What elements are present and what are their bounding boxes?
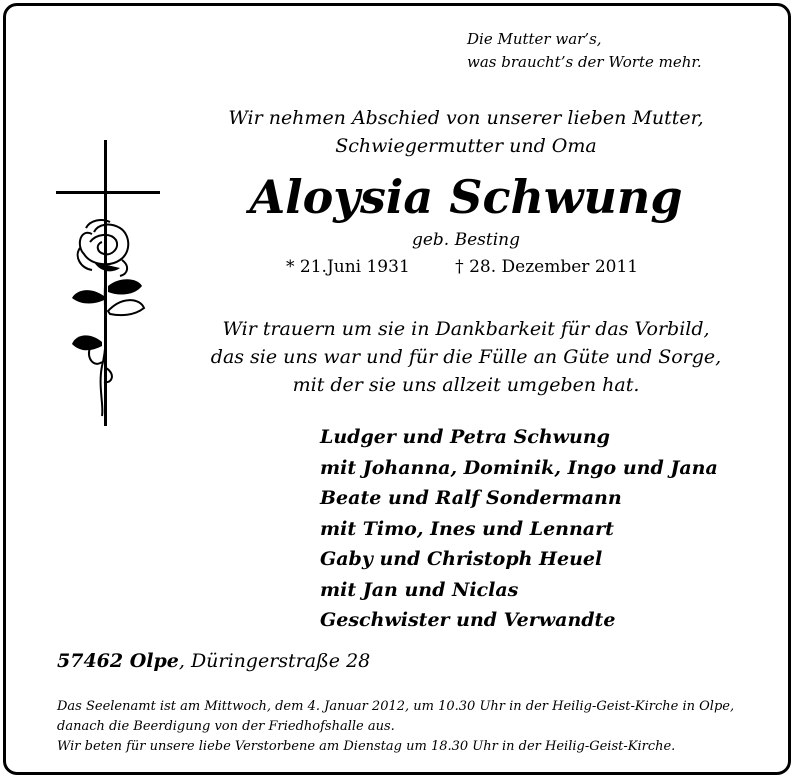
family-line: Ludger und Petra Schwung — [320, 426, 610, 448]
death-date: † 28. Dezember 2011 — [455, 257, 639, 277]
family-line: Beate und Ralf Sondermann — [320, 487, 622, 509]
motto-line-1: Die Mutter war’s, — [467, 30, 602, 48]
intro-line-1: Wir nehmen Abschied von unserer lieben Mutter, — [228, 107, 704, 129]
family-line: Gaby und Christoph Heuel — [320, 548, 603, 570]
family-line: mit Timo, Ines und Lennart — [320, 517, 614, 540]
mourning-line-3: mit der sie uns allzeit umgeben hat. — [292, 374, 640, 396]
birth-date: * 21.Juni 1931 — [286, 257, 410, 277]
family-line: mit Johanna, Dominik, Ingo und Jana — [320, 456, 718, 479]
family-line: mit Jan und Niclas — [320, 578, 519, 601]
family-line: Geschwister und Verwandte — [320, 609, 616, 631]
motto-line-2: was braucht’s der Worte mehr. — [467, 53, 702, 71]
family-list — [320, 422, 718, 636]
notes-line-1: Das Seelenamt ist am Mittwoch, dem 4. Januar 2012, um 10.30 Uhr in der Heilig-Geist-Kirche in Olpe, — [57, 699, 735, 714]
intro-line-2: Schwiegermutter und Oma — [335, 135, 597, 157]
life-dates — [286, 257, 638, 277]
motto — [467, 28, 702, 74]
mourning-text — [66, 315, 800, 399]
notes-line-3: Wir beten für unsere liebe Verstorbene am Dienstag um 18.30 Uhr in der Heilig-Geist-Kirche. — [57, 739, 676, 754]
intro-text — [66, 104, 800, 160]
address — [57, 650, 370, 672]
deceased-name: Aloysia Schwung — [249, 170, 683, 224]
address-street: , Düringerstraße 28 — [178, 650, 371, 672]
notes-line-2: danach die Beerdigung von der Friedhofshalle aus. — [57, 719, 395, 734]
service-notes — [57, 697, 734, 757]
mourning-line-1: Wir trauern um sie in Dankbarkeit für das Vorbild, — [222, 318, 710, 340]
mourning-line-2: das sie uns war und für die Fülle an Güte und Sorge, — [210, 346, 722, 368]
address-city: 57462 Olpe — [57, 650, 179, 672]
maiden-name: geb. Besting — [411, 230, 520, 250]
